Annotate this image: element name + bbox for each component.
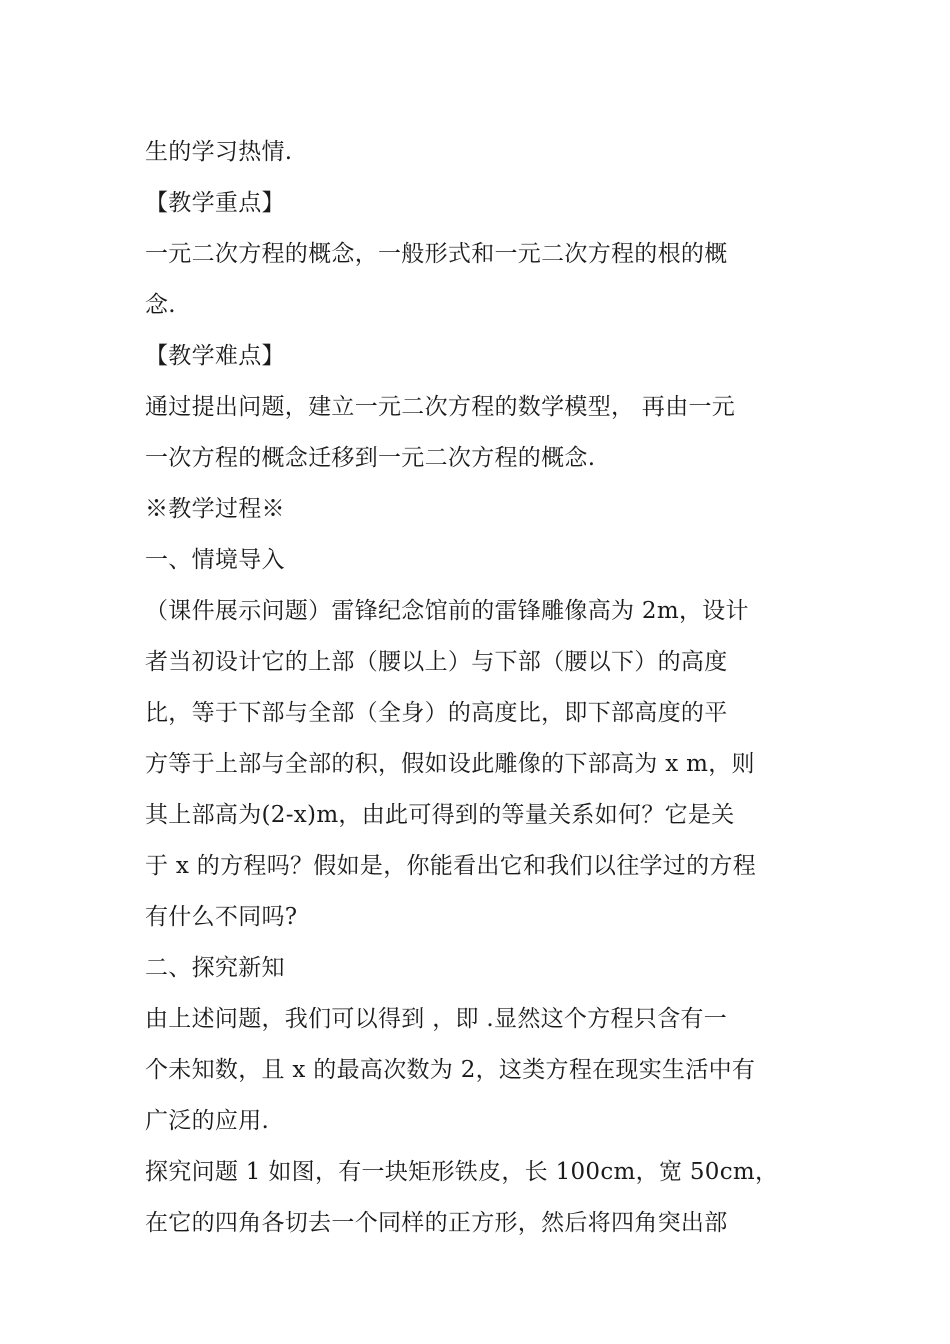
- text-line: 比，等于下部与全部（全身）的高度比，即下部高度的平: [145, 700, 728, 726]
- text-line: 生的学习热情.: [145, 139, 293, 165]
- text-line: 一元二次方程的概念，一般形式和一元二次方程的根的概: [145, 241, 728, 267]
- text-line: 由上述问题，我们可以得到 ，即 .显然这个方程只含有一: [145, 1006, 728, 1032]
- document-body: [145, 127, 810, 1249]
- section-heading-difficult-points: 【教学难点】: [145, 343, 285, 369]
- text-line: 广泛的应用.: [145, 1108, 270, 1134]
- section-heading-key-points: 【教学重点】: [145, 190, 285, 216]
- text-line: 念.: [145, 292, 176, 318]
- text-line: 个未知数，且 x 的最高次数为 2，这类方程在现实生活中有: [145, 1057, 756, 1083]
- text-line: 有什么不同吗?: [145, 904, 298, 930]
- text-line: 其上部高为(2-x)m，由此可得到的等量关系如何？它是关: [145, 802, 735, 828]
- text-line: （课件展示问题）雷锋纪念馆前的雷锋雕像高为 2m，设计: [145, 598, 749, 624]
- section-heading-introduction: 一、情境导入: [145, 547, 285, 573]
- section-heading-explore: 二、探究新知: [145, 955, 285, 981]
- text-line: 通过提出问题，建立一元二次方程的数学模型， 再由一元: [145, 394, 736, 420]
- text-line: 一次方程的概念迁移到一元二次方程的概念.: [145, 445, 596, 471]
- text-line: 者当初设计它的上部（腰以上）与下部（腰以下）的高度: [145, 649, 728, 675]
- text-line: 于 x 的方程吗？假如是，你能看出它和我们以往学过的方程: [145, 853, 756, 879]
- text-line: 方等于上部与全部的积，假如设此雕像的下部高为 x m，则: [145, 751, 755, 777]
- text-line: 探究问题 1 如图，有一块矩形铁皮，长 100cm，宽 50cm，: [145, 1159, 779, 1185]
- section-heading-teaching-process: ※教学过程※: [145, 496, 285, 522]
- text-line: 在它的四角各切去一个同样的正方形，然后将四角突出部: [145, 1210, 728, 1236]
